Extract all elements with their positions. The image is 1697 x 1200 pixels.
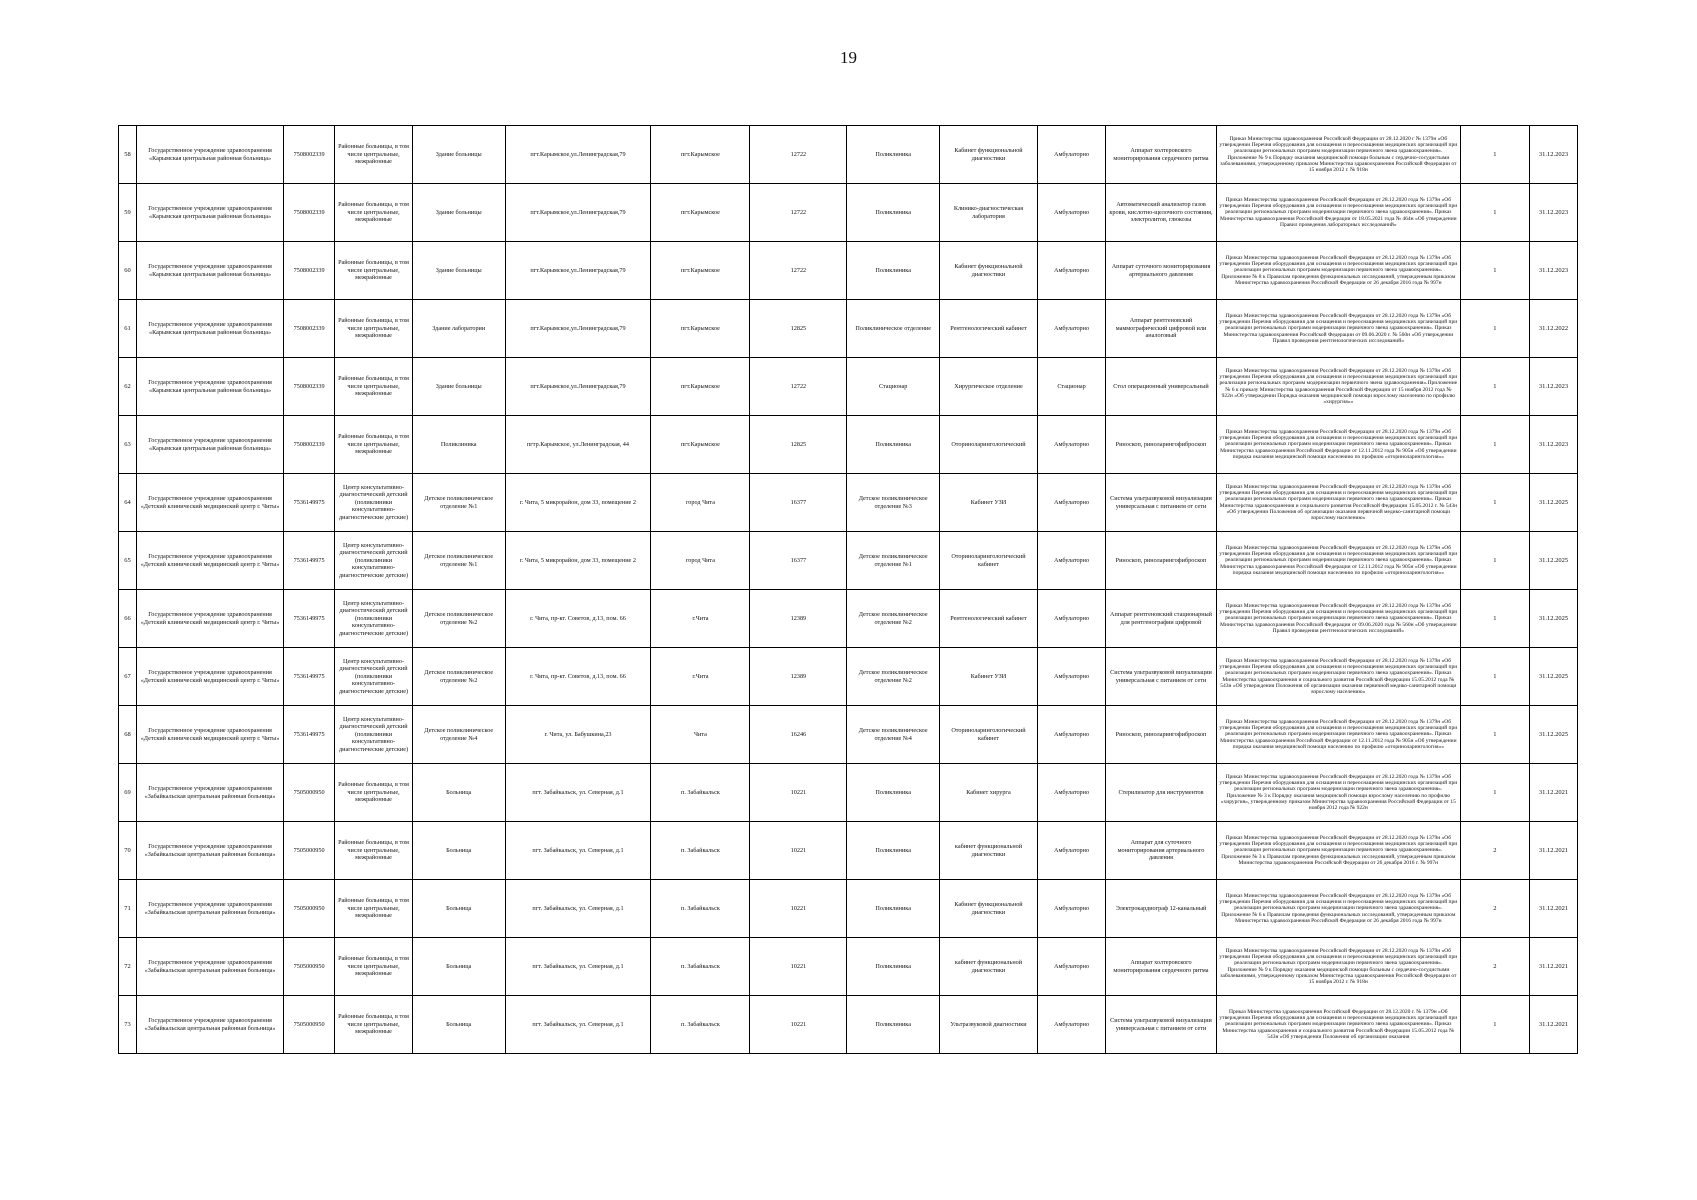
row-number: 64: [119, 474, 137, 532]
quantity-cell: 1: [1460, 184, 1529, 242]
building-cell: Больница: [412, 764, 505, 822]
organization-cell: Государственное учреждение здравоохранения «Детский клинический медицинский центр г. Читы»: [137, 474, 284, 532]
quantity-cell: 1: [1460, 764, 1529, 822]
inn-cell: 7508002339: [284, 184, 335, 242]
inn-cell: 7508002339: [284, 358, 335, 416]
equipment-table: [118, 125, 1578, 1054]
organization-cell: Государственное учреждение здравоохранения «Детский клинический медицинский центр г. Читы»: [137, 590, 284, 648]
basis-cell: Приказ Министерства здравоохранения Российской Федерации от 28.12.2020 года № 1379н «Об утверждении Перечня оборудования для оснащения и переоснащения медицинских организаций при реализации региональных программ модернизации первичного звена здравоохранения». Приказ Министерства здравоохранения Российской Федерации от 12.11.2012 года № 905н «Об утверждении порядка оказания медицинской помощи населению по профилю «оториноларингология»»: [1216, 532, 1460, 590]
deadline-cell: 31.12.2023: [1529, 126, 1577, 184]
org-type-cell: Районные больницы, в том числе центральные, межрайонные: [335, 938, 413, 996]
locality-cell: город Чита: [651, 532, 750, 590]
basis-cell: Приказ Министерства здравоохранения Российской Федерации от 28.12.2020 года № 1379н «Об утверждении Перечня оборудования для оснащения и переоснащения медицинских организаций при реализации региональных программ модернизации первичного звена здравоохранения». Приложение № 6 к Правилам проведения функциональных исследований, утвержденным приказом Министерства здравоохранения Российской Федерации от 26 декабря 2016 года № 997н: [1216, 880, 1460, 938]
table-row: [119, 242, 1578, 300]
basis-cell: Приказ Министерства здравоохранения Российской Федерации от 28.12.2020 года № 1379н «Об утверждении Перечня оборудования для оснащения и переоснащения медицинских организаций при реализации региональных программ модернизации первичного звена здравоохранения». Приложение № 3 к Порядку оказания медицинской помощи взрослому населению по профилю «хирургия», утвержденному приказом Министерства здравоохранения Российской Федерации от 15 ноября 2012 года № 922н: [1216, 764, 1460, 822]
code-cell: 12389: [750, 648, 847, 706]
organization-cell: Государственное учреждение здравоохранения «Карымская центральная районная больница»: [137, 358, 284, 416]
table-row: [119, 300, 1578, 358]
deadline-cell: 31.12.2023: [1529, 242, 1577, 300]
row-number: 71: [119, 880, 137, 938]
cabinet-cell: Хирургическое отделение: [940, 358, 1038, 416]
care-form-cell: Амбулаторно: [1037, 706, 1105, 764]
subdivision-cell: Поликлиника: [847, 822, 940, 880]
care-form-cell: Амбулаторно: [1037, 184, 1105, 242]
cabinet-cell: Оториноларингологический: [940, 416, 1038, 474]
building-cell: Детское поликлиническое отделение №2: [412, 648, 505, 706]
cabinet-cell: Кабинет функциональной диагностики: [940, 242, 1038, 300]
address-cell: пгт. Забайкальск, ул. Северная, д.1: [505, 822, 651, 880]
equipment-cell: Автоматический анализатор газов крови, кислотно-щелочного состояния, электролитов, глюкозы: [1106, 184, 1217, 242]
cabinet-cell: Рентгенологический кабинет: [940, 590, 1038, 648]
building-cell: Больница: [412, 996, 505, 1054]
building-cell: Здание лаборатории: [412, 300, 505, 358]
org-type-cell: Центр консультативно-диагностический детский (поликлиники консультативно-диагностические детские): [335, 648, 413, 706]
inn-cell: 7536149975: [284, 532, 335, 590]
care-form-cell: Амбулаторно: [1037, 880, 1105, 938]
org-type-cell: Центр консультативно-диагностический детский (поликлиники консультативно-диагностические детские): [335, 474, 413, 532]
equipment-cell: Стол операционный универсальный: [1106, 358, 1217, 416]
building-cell: Больница: [412, 938, 505, 996]
address-cell: пгт.Карымское,ул.Ленинградская,79: [505, 300, 651, 358]
care-form-cell: Амбулаторно: [1037, 764, 1105, 822]
inn-cell: 7536149975: [284, 648, 335, 706]
equipment-cell: Электрокардиограф 12-канальный: [1106, 880, 1217, 938]
table-row: [119, 474, 1578, 532]
code-cell: 12389: [750, 590, 847, 648]
cabinet-cell: Кабинет функциональной диагностики: [940, 880, 1038, 938]
equipment-cell: Аппарат рентгеновский маммографический цифровой или аналоговый: [1106, 300, 1217, 358]
basis-cell: Приказ Министерства здравоохранения Российской Федерации от 28.12.2020 года № 1379н «Об утверждении Перечня оборудования для оснащения и переоснащения медицинских организаций при реализации региональных программ модернизации первичного звена здравоохранения». Приказ Министерства здравоохранения и социального развития Российской Федерации 15.05.2012 года № 543н «Об утверждении Положения об организации оказания первичной медико-санитарной помощи взрослому населению»: [1216, 648, 1460, 706]
page-number: 19: [840, 48, 857, 67]
care-form-cell: Амбулаторно: [1037, 648, 1105, 706]
basis-cell: Приказ Министерства здравоохранения Российской Федерации от 28.12.2020 года № 1379н «Об утверждении Перечня оборудования для оснащения и переоснащения медицинских организаций при реализации региональных программ модернизации первичного звена здравоохранения». Приложение № 8 к Правилам проведения функциональных исследований, утвержденным приказом Министерства здравоохранения Российской Федерации от 26 декабря 2016 года № 997н: [1216, 242, 1460, 300]
org-type-cell: Районные больницы, в том числе центральные, межрайонные: [335, 300, 413, 358]
cabinet-cell: кабинет функциональной диагностики: [940, 938, 1038, 996]
row-number: 60: [119, 242, 137, 300]
code-cell: 10221: [750, 880, 847, 938]
care-form-cell: Амбулаторно: [1037, 242, 1105, 300]
address-cell: пгтр.Карымское, ул.Ленинградская, 44: [505, 416, 651, 474]
care-form-cell: Амбулаторно: [1037, 416, 1105, 474]
subdivision-cell: Поликлиника: [847, 880, 940, 938]
quantity-cell: 1: [1460, 706, 1529, 764]
table-row: [119, 590, 1578, 648]
organization-cell: Государственное учреждение здравоохранения «Забайкальская центральная районная больница»: [137, 880, 284, 938]
care-form-cell: Амбулаторно: [1037, 822, 1105, 880]
address-cell: пгт. Забайкальск, ул. Северная, д.1: [505, 938, 651, 996]
subdivision-cell: Поликлиника: [847, 764, 940, 822]
table-row: [119, 706, 1578, 764]
inn-cell: 7505000950: [284, 822, 335, 880]
row-number: 69: [119, 764, 137, 822]
organization-cell: Государственное учреждение здравоохранения «Забайкальская центральная районная больница»: [137, 822, 284, 880]
table-row: [119, 532, 1578, 590]
locality-cell: пгт.Карымское: [651, 126, 750, 184]
address-cell: пгт.Карымское,ул.Ленинградская,79: [505, 358, 651, 416]
equipment-cell: Система ультразвуковой визуализации универсальная с питанием от сети: [1106, 474, 1217, 532]
care-form-cell: Амбулаторно: [1037, 474, 1105, 532]
basis-cell: Приказ Министерства здравоохранения Российской Федерации от 28.12.2020 года № 1379н «Об утверждении Перечня оборудования для оснащения и переоснащения медицинских организаций при реализации региональных программ модернизации первичного звена здравоохранения». Приказ Министерства здравоохранения Российской Федерации от 12.11.2012 года № 905н «Об утверждении порядка оказания медицинской помощи населению по профилю «оториноларингология»»: [1216, 416, 1460, 474]
locality-cell: п. Забайкальск: [651, 996, 750, 1054]
building-cell: Детское поликлиническое отделение №2: [412, 590, 505, 648]
table-row: [119, 764, 1578, 822]
basis-cell: Приказ Министерства здравоохранения Российской Федерации от 28.12.2020 года № 1379н «Об утверждении Перечня оборудования для оснащения и переоснащения медицинских организаций при реализации региональных программ модернизации первичного звена здравоохранения».Приложение № 6 к приказу Министерства здравоохранения Российской Федерации от 15 ноября 2012 года № 922н «Об утверждении Порядка оказания медицинской помощи взрослому населению по профилю «хирургия»»: [1216, 358, 1460, 416]
building-cell: Здание больницы: [412, 242, 505, 300]
code-cell: 12722: [750, 126, 847, 184]
organization-cell: Государственное учреждение здравоохранения «Карымская центральная районная больница»: [137, 416, 284, 474]
deadline-cell: 31.12.2021: [1529, 996, 1577, 1054]
row-number: 67: [119, 648, 137, 706]
address-cell: г. Чита, ул. Бабушкина,23: [505, 706, 651, 764]
row-number: 68: [119, 706, 137, 764]
subdivision-cell: Поликлиника: [847, 938, 940, 996]
locality-cell: город Чита: [651, 474, 750, 532]
cabinet-cell: Оториноларингологический кабинет: [940, 532, 1038, 590]
deadline-cell: 31.12.2023: [1529, 358, 1577, 416]
row-number: 73: [119, 996, 137, 1054]
table-row: [119, 184, 1578, 242]
org-type-cell: Районные больницы, в том числе центральные, межрайонные: [335, 822, 413, 880]
cabinet-cell: Клинико-диагностическая лаборатория: [940, 184, 1038, 242]
equipment-cell: Система ультразвуковой визуализации универсальная с питанием от сети: [1106, 648, 1217, 706]
address-cell: пгт.Карымское,ул.Ленинградская,79: [505, 126, 651, 184]
organization-cell: Государственное учреждение здравоохранения «Карымская центральная районная больница»: [137, 126, 284, 184]
deadline-cell: 31.12.2025: [1529, 648, 1577, 706]
equipment-cell: Аппарат холтеровского мониторирования сердечного ритма: [1106, 938, 1217, 996]
deadline-cell: 31.12.2025: [1529, 532, 1577, 590]
care-form-cell: Амбулаторно: [1037, 532, 1105, 590]
code-cell: 10221: [750, 822, 847, 880]
basis-cell: Приказ Министерства здравоохранения Российской Федерации от 28.12.2020 года № 1379н «Об утверждении Перечня оборудования для оснащения и переоснащения медицинских организаций при реализации региональных программ модернизации первичного звена здравоохранения». Приложение № 9 к Порядку оказания медицинской помощи больным с сердечно-сосудистыми заболеваниями, утвержденному приказом Министерства здравоохранения Российской Федерации от 15 ноября 2012 г. № 918н: [1216, 938, 1460, 996]
quantity-cell: 1: [1460, 242, 1529, 300]
equipment-cell: Система ультразвуковой визуализации универсальная с питанием от сети: [1106, 996, 1217, 1054]
row-number: 65: [119, 532, 137, 590]
cabinet-cell: кабинет функциональной диагностики: [940, 822, 1038, 880]
inn-cell: 7508002339: [284, 242, 335, 300]
locality-cell: г.Чита: [651, 590, 750, 648]
row-number: 59: [119, 184, 137, 242]
row-number: 58: [119, 126, 137, 184]
quantity-cell: 2: [1460, 880, 1529, 938]
code-cell: 12825: [750, 416, 847, 474]
address-cell: пгт. Забайкальск, ул. Северная, д.1: [505, 764, 651, 822]
quantity-cell: 1: [1460, 532, 1529, 590]
deadline-cell: 31.12.2025: [1529, 474, 1577, 532]
table-row: [119, 996, 1578, 1054]
building-cell: Детское поликлиническое отделение №1: [412, 474, 505, 532]
quantity-cell: 2: [1460, 938, 1529, 996]
organization-cell: Государственное учреждение здравоохранения «Карымская центральная районная больница»: [137, 242, 284, 300]
building-cell: Детское поликлиническое отделение №4: [412, 706, 505, 764]
subdivision-cell: Поликлиника: [847, 996, 940, 1054]
inn-cell: 7536149975: [284, 474, 335, 532]
deadline-cell: 31.12.2021: [1529, 938, 1577, 996]
care-form-cell: Амбулаторно: [1037, 126, 1105, 184]
quantity-cell: 1: [1460, 300, 1529, 358]
subdivision-cell: Поликлиника: [847, 242, 940, 300]
care-form-cell: Амбулаторно: [1037, 300, 1105, 358]
code-cell: 16377: [750, 532, 847, 590]
locality-cell: п. Забайкальск: [651, 938, 750, 996]
quantity-cell: 2: [1460, 822, 1529, 880]
equipment-cell: Риноскоп, риноларингофиброскоп: [1106, 416, 1217, 474]
cabinet-cell: Ультразвуковой диагностики: [940, 996, 1038, 1054]
code-cell: 16246: [750, 706, 847, 764]
inn-cell: 7505000950: [284, 764, 335, 822]
cabinet-cell: Оториноларингологический кабинет: [940, 706, 1038, 764]
care-form-cell: Стационар: [1037, 358, 1105, 416]
deadline-cell: 31.12.2021: [1529, 822, 1577, 880]
cabinet-cell: Рентгенологический кабинет: [940, 300, 1038, 358]
row-number: 61: [119, 300, 137, 358]
building-cell: Детское поликлиническое отделение №1: [412, 532, 505, 590]
organization-cell: Государственное учреждение здравоохранения «Детский клинический медицинский центр г. Читы»: [137, 648, 284, 706]
quantity-cell: 1: [1460, 590, 1529, 648]
subdivision-cell: Детское поликлиническое отделение №3: [847, 474, 940, 532]
deadline-cell: 31.12.2023: [1529, 184, 1577, 242]
table-row: [119, 416, 1578, 474]
subdivision-cell: Поликлиника: [847, 184, 940, 242]
locality-cell: пгт.Карымское: [651, 300, 750, 358]
equipment-cell: Аппарат рентгеновский стационарный для рентгенографии цифровой: [1106, 590, 1217, 648]
code-cell: 16377: [750, 474, 847, 532]
address-cell: г. Чита, 5 микрорайон, дом 33, помещение 2: [505, 532, 651, 590]
locality-cell: Чита: [651, 706, 750, 764]
basis-cell: Приказ Министерства здравоохранения Российской Федерации от 28.12.2020 года № 1379н «Об утверждении Перечня оборудования для оснащения и переоснащения медицинских организаций при реализации региональных программ модернизации первичного звена здравоохранения». Приказ Министерства здравоохранения Российской Федерации от 09.06.2020 года № 560н «Об утверждении Правил проведения рентгенологических исследований»: [1216, 590, 1460, 648]
locality-cell: п. Забайкальск: [651, 822, 750, 880]
care-form-cell: Амбулаторно: [1037, 938, 1105, 996]
quantity-cell: 1: [1460, 416, 1529, 474]
cabinet-cell: Кабинет функциональной диагностики: [940, 126, 1038, 184]
basis-cell: Приказ Министерства здравоохранения Российской Федерации от 28.12.2020 г № 1379н «Об утверждении Перечня оборудования для оснащения и переоснащения медицинских организаций при реализации региональных программ модернизации первичного звена здравоохранения». Приложение № 9 к Порядку оказания медицинской помощи больным с сердечно-сосудистыми заболеваниями, утвержденному приказом Министерства здравоохранения Российской Федерации от 15 ноября 2012 г. № 918н: [1216, 126, 1460, 184]
org-type-cell: Центр консультативно-диагностический детский (поликлиники консультативно-диагностические детские): [335, 590, 413, 648]
subdivision-cell: Поликлиника: [847, 416, 940, 474]
subdivision-cell: Поликлиника: [847, 126, 940, 184]
address-cell: пгт. Забайкальск, ул. Северная, д.1: [505, 996, 651, 1054]
organization-cell: Государственное учреждение здравоохранения «Карымская центральная районная больница»: [137, 300, 284, 358]
organization-cell: Государственное учреждение здравоохранения «Забайкальская центральная районная больница»: [137, 996, 284, 1054]
deadline-cell: 31.12.2025: [1529, 706, 1577, 764]
inn-cell: 7536149975: [284, 590, 335, 648]
organization-cell: Государственное учреждение здравоохранения «Забайкальская центральная районная больница»: [137, 938, 284, 996]
equipment-cell: Аппарат суточного мониторирования артериального давления: [1106, 242, 1217, 300]
locality-cell: г.Чита: [651, 648, 750, 706]
organization-cell: Государственное учреждение здравоохранения «Детский клинический медицинский центр г. Читы»: [137, 532, 284, 590]
table-body: [119, 126, 1578, 1054]
address-cell: г. Чита, 5 микрорайон, дом 33, помещение 2: [505, 474, 651, 532]
row-number: 70: [119, 822, 137, 880]
row-number: 63: [119, 416, 137, 474]
subdivision-cell: Детское поликлиническое отделение №2: [847, 648, 940, 706]
org-type-cell: Районные больницы, в том числе центральные, межрайонные: [335, 242, 413, 300]
inn-cell: 7505000950: [284, 938, 335, 996]
table-row: [119, 648, 1578, 706]
inn-cell: 7505000950: [284, 996, 335, 1054]
care-form-cell: Амбулаторно: [1037, 590, 1105, 648]
deadline-cell: 31.12.2023: [1529, 416, 1577, 474]
building-cell: Поликлиника: [412, 416, 505, 474]
deadline-cell: 31.12.2022: [1529, 300, 1577, 358]
cabinet-cell: Кабинет УЗИ: [940, 474, 1038, 532]
building-cell: Больница: [412, 822, 505, 880]
basis-cell: Приказ Министерства здравоохранения Российской Федерации от 28.12.2020 года № 1379н «Об утверждении Перечня оборудования для оснащения и переоснащения медицинских организаций при реализации региональных программ модернизации первичного звена здравоохранения». Приказ Министерства здравоохранения Российской Федерации от 09.06.2020 г. № 560н «Об утверждении Правил проведения рентгенологических исследований»: [1216, 300, 1460, 358]
code-cell: 10221: [750, 996, 847, 1054]
inn-cell: 7505000950: [284, 880, 335, 938]
quantity-cell: 1: [1460, 358, 1529, 416]
locality-cell: пгт.Карымское: [651, 242, 750, 300]
org-type-cell: Районные больницы, в том числе центральные, межрайонные: [335, 416, 413, 474]
code-cell: 10221: [750, 938, 847, 996]
inn-cell: 7508002339: [284, 300, 335, 358]
equipment-cell: Аппарат для суточного мониторирования артериального давления: [1106, 822, 1217, 880]
locality-cell: пгт.Карымское: [651, 416, 750, 474]
deadline-cell: 31.12.2021: [1529, 880, 1577, 938]
table-row: [119, 880, 1578, 938]
organization-cell: Государственное учреждение здравоохранения «Карымская центральная районная больница»: [137, 184, 284, 242]
quantity-cell: 1: [1460, 996, 1529, 1054]
building-cell: Здание больницы: [412, 184, 505, 242]
quantity-cell: 1: [1460, 648, 1529, 706]
quantity-cell: 1: [1460, 126, 1529, 184]
address-cell: пгт.Карымское,ул.Ленинградская,79: [505, 242, 651, 300]
locality-cell: пгт.Карымское: [651, 358, 750, 416]
inn-cell: 7508002339: [284, 416, 335, 474]
row-number: 62: [119, 358, 137, 416]
quantity-cell: 1: [1460, 474, 1529, 532]
org-type-cell: Районные больницы, в том числе центральные, межрайонные: [335, 358, 413, 416]
row-number: 66: [119, 590, 137, 648]
org-type-cell: Районные больницы, в том числе центральные, межрайонные: [335, 996, 413, 1054]
equipment-cell: Риноскоп, риноларингофиброскоп: [1106, 532, 1217, 590]
deadline-cell: 31.12.2021: [1529, 764, 1577, 822]
basis-cell: Приказ Министерства здравоохранения Российской Федерации от 28.12.2020 года № 1379н «Об утверждении Перечня оборудования для оснащения и переоснащения медицинских организаций при реализации региональных программ модернизации первичного звена здравоохранения». Приложение № 3 к Правилам проведения функциональных исследований, утвержденным приказом Министерства здравоохранения Российской Федерации от 26 декабря 2016 г. № 997н: [1216, 822, 1460, 880]
basis-cell: Приказ Министерства здравоохранения Российской Федерации от 28.12.2020 года № 1379н «Об утверждении Перечня оборудования для оснащения и переоснащения медицинских организаций при реализации региональных программ модернизации первичного звена здравоохранения». Приказ Министерства здравоохранения и социального развития Российской Федерации 15.05.2012 г. № 543н «Об утверждении Положения об организации оказания первичной медико-санитарной помощи взрослому населению»: [1216, 474, 1460, 532]
equipment-cell: Стерилизатор для инструментов: [1106, 764, 1217, 822]
cabinet-cell: Кабинет УЗИ: [940, 648, 1038, 706]
locality-cell: п. Забайкальск: [651, 880, 750, 938]
subdivision-cell: Поликлиническое отделение: [847, 300, 940, 358]
subdivision-cell: Детское поликлиническое отделение №2: [847, 590, 940, 648]
address-cell: г. Чита, пр-кт. Советов, д.13, пом. 66: [505, 648, 651, 706]
org-type-cell: Центр консультативно-диагностический детский (поликлиники консультативно-диагностические детские): [335, 532, 413, 590]
locality-cell: пгт.Карымское: [651, 184, 750, 242]
deadline-cell: 31.12.2025: [1529, 590, 1577, 648]
care-form-cell: Амбулаторно: [1037, 996, 1105, 1054]
address-cell: пгт. Забайкальск, ул. Северная, д.1: [505, 880, 651, 938]
subdivision-cell: Детское поликлиническое отделение №4: [847, 706, 940, 764]
address-cell: г. Чита, пр-кт. Советов, д.13, пом. 66: [505, 590, 651, 648]
cabinet-cell: Кабинет хирурга: [940, 764, 1038, 822]
locality-cell: п. Забайкальск: [651, 764, 750, 822]
org-type-cell: Районные больницы, в том числе центральные, межрайонные: [335, 184, 413, 242]
code-cell: 10221: [750, 764, 847, 822]
table-row: [119, 126, 1578, 184]
code-cell: 12722: [750, 358, 847, 416]
inn-cell: 7508002339: [284, 126, 335, 184]
org-type-cell: Районные больницы, в том числе центральные, межрайонные: [335, 126, 413, 184]
subdivision-cell: Детское поликлиническое отделение №1: [847, 532, 940, 590]
table-row: [119, 822, 1578, 880]
code-cell: 12825: [750, 300, 847, 358]
table-row: [119, 938, 1578, 996]
basis-cell: Приказ Министерства здравоохранения Российской Федерации от 28.12.2020 г. № 1379н «Об утверждении Перечня оборудования для оснащения и переоснащения медицинских организаций при реализации региональных программ модернизации первичного звена здравоохранения». Приказ Министерства здравоохранения и социального развития Российской Федерации 15.05.2012 года № 543н «Об утверждении Положения об организации оказания: [1216, 996, 1460, 1054]
subdivision-cell: Стационар: [847, 358, 940, 416]
basis-cell: Приказ Министерства здравоохранения Российской Федерации от 28.12.2020 года № 1379н «Об утверждении Перечня оборудования для оснащения и переоснащения медицинских организаций при реализации региональных программ модернизации первичного звена здравоохранения». Приказ Министерства здравоохранения Российской Федерации от 12.11.2012 года № 905н «Об утверждении порядка оказания медицинской помощи населению по профилю «оториноларингология»»: [1216, 706, 1460, 764]
code-cell: 12722: [750, 184, 847, 242]
basis-cell: Приказ Министерства здравоохранения Российской Федерации от 28.12.2020 года № 1379н «Об утверждении Перечня оборудования для оснащения и переоснащения медицинских организаций при реализации региональных программ модернизации первичного звена здравоохранения». Приказ Министерства здравоохранения Российской Федерации от 18.05.2021 года № 464н «Об утверждении Правил проведения лабораторных исследований»: [1216, 184, 1460, 242]
building-cell: Здание больницы: [412, 358, 505, 416]
equipment-cell: Аппарат холтеровского мониторирования сердечного ритма: [1106, 126, 1217, 184]
building-cell: Больница: [412, 880, 505, 938]
equipment-cell: Риноскоп, риноларингофиброскоп: [1106, 706, 1217, 764]
organization-cell: Государственное учреждение здравоохранения «Забайкальская центральная районная больница»: [137, 764, 284, 822]
org-type-cell: Центр консультативно-диагностический детский (поликлиники консультативно-диагностические детские): [335, 706, 413, 764]
address-cell: пгт.Карымское,ул.Ленинградская,79: [505, 184, 651, 242]
building-cell: Здание больницы: [412, 126, 505, 184]
table-row: [119, 358, 1578, 416]
code-cell: 12722: [750, 242, 847, 300]
row-number: 72: [119, 938, 137, 996]
org-type-cell: Районные больницы, в том числе центральные, межрайонные: [335, 880, 413, 938]
inn-cell: 7536149975: [284, 706, 335, 764]
organization-cell: Государственное учреждение здравоохранения «Детский клинический медицинский центр г. Читы»: [137, 706, 284, 764]
org-type-cell: Районные больницы, в том числе центральные, межрайонные: [335, 764, 413, 822]
